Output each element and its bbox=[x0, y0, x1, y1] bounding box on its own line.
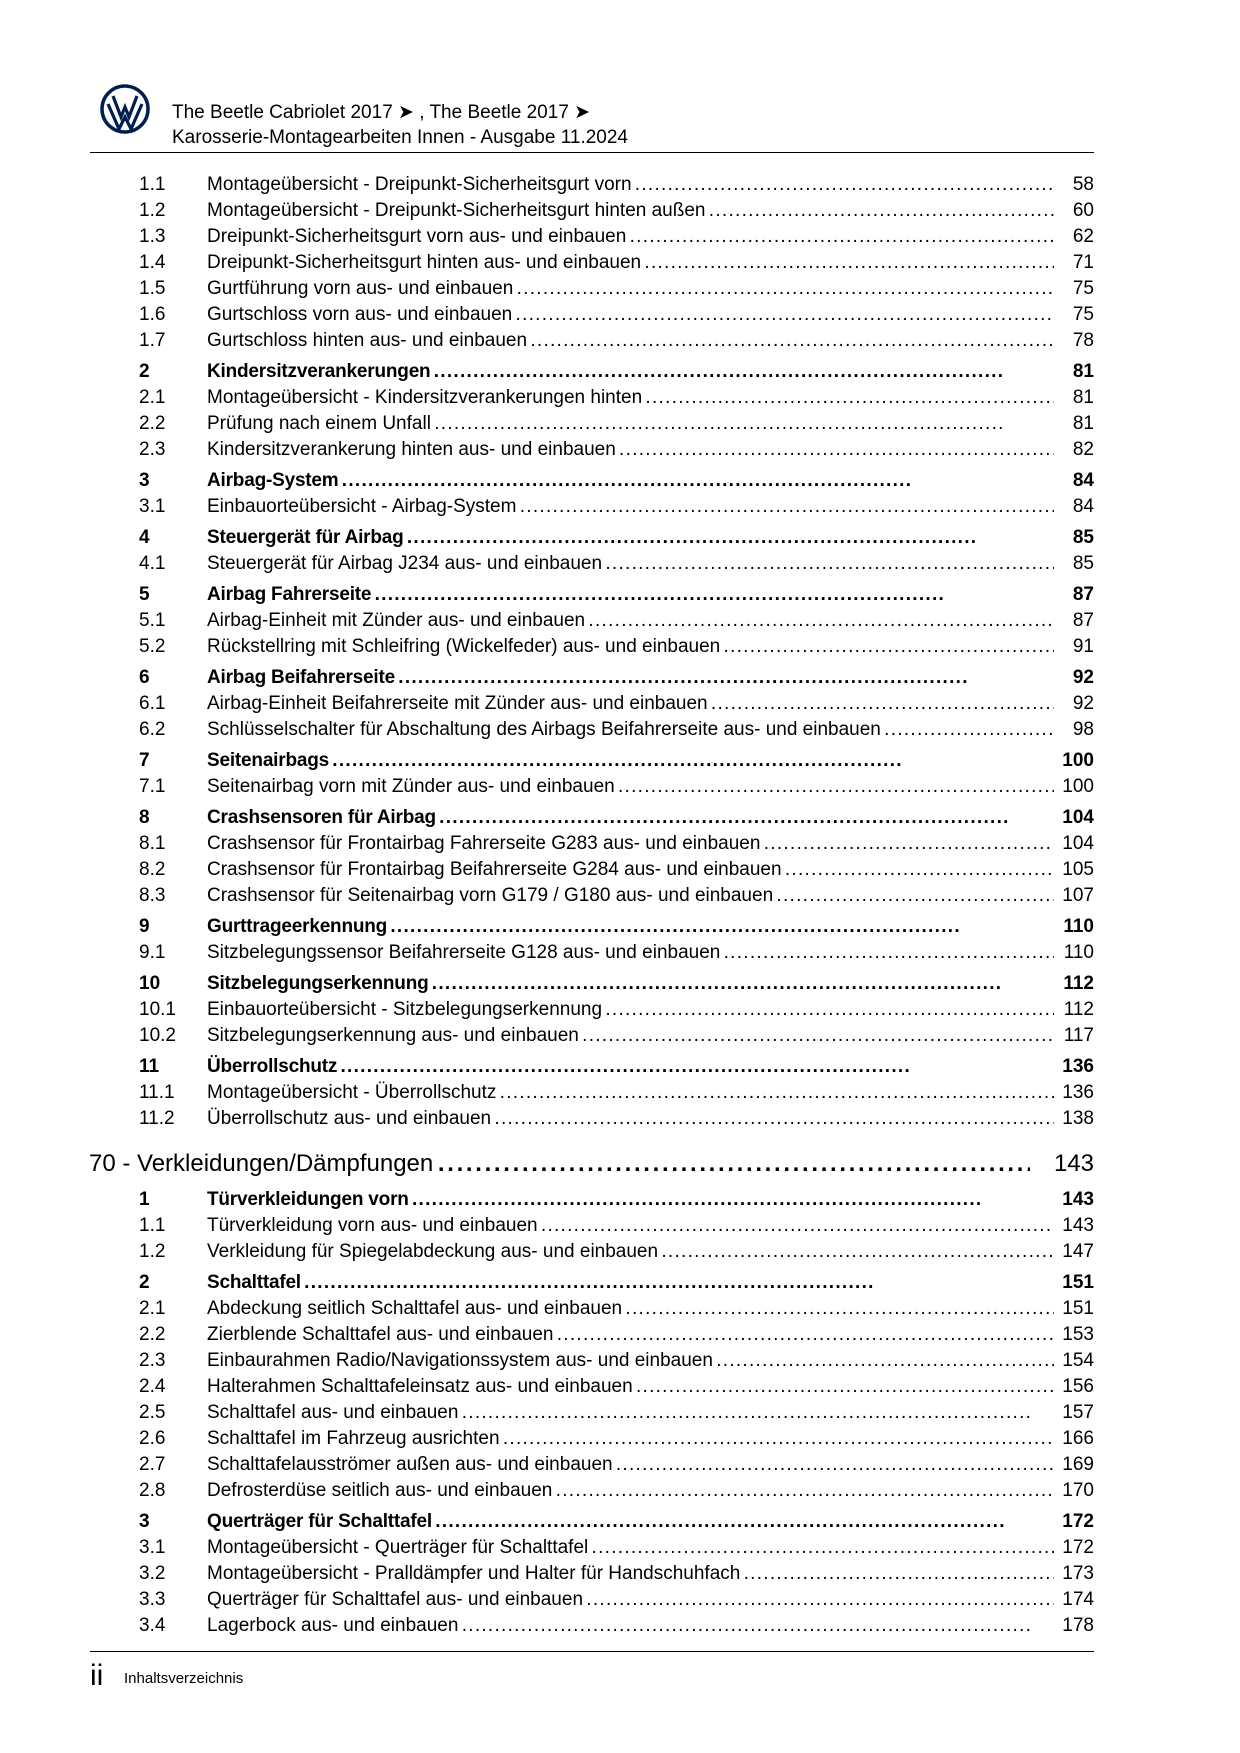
vw-logo-icon bbox=[100, 84, 150, 134]
toc-entry[interactable] bbox=[89, 717, 1094, 743]
footer-divider bbox=[90, 1651, 1094, 1652]
toc-entry[interactable] bbox=[89, 608, 1094, 634]
toc-entry-page: 153 bbox=[1062, 1324, 1094, 1345]
toc-entry-title: Einbauorteübersicht - Sitzbelegungserkennung . . bbox=[207, 997, 1054, 1023]
toc-entry-page: 117 bbox=[1063, 1025, 1094, 1046]
toc-entry-number: 1.1 bbox=[139, 174, 166, 195]
toc-entry-number: 2.1 bbox=[139, 387, 166, 408]
toc-entry-number: 2.3 bbox=[139, 1350, 166, 1371]
toc-entry-title: Sitzbelegungserkennung aus- und einbauen . . bbox=[207, 1023, 1054, 1049]
toc-entry-number: 10.1 bbox=[139, 999, 176, 1020]
toc-entry-title: Crashsensoren für Airbag . . bbox=[207, 805, 1054, 831]
toc-entry-number: 2.7 bbox=[139, 1454, 166, 1475]
toc-entry-page: 166 bbox=[1062, 1428, 1094, 1449]
toc-entry[interactable] bbox=[89, 831, 1094, 857]
toc-entry-title: Gurtführung vorn aus- und einbauen . . bbox=[207, 276, 1054, 302]
toc-entry-title: Einbauorteübersicht - Airbag-System . . bbox=[207, 494, 1054, 520]
toc-entry-number: 1.7 bbox=[139, 330, 166, 351]
toc-entry-page: 143 bbox=[1053, 1150, 1094, 1177]
toc-entry-page: 62 bbox=[1072, 226, 1094, 247]
toc-entry-number: 11 bbox=[139, 1056, 160, 1077]
toc-entry[interactable] bbox=[89, 1106, 1094, 1132]
toc-entry-number: 1.6 bbox=[139, 304, 166, 325]
toc-entry[interactable] bbox=[89, 1587, 1094, 1613]
toc-entry-page: 147 bbox=[1062, 1241, 1094, 1262]
toc-entry[interactable] bbox=[89, 494, 1094, 520]
toc-entry-title: Überrollschutz . . bbox=[207, 1054, 1054, 1080]
toc-entry-page: 85 bbox=[1072, 553, 1094, 574]
toc-entry-title: Zierblende Schalttafel aus- und einbauen . . bbox=[207, 1322, 1054, 1348]
toc-entry-page: 100 bbox=[1062, 776, 1094, 797]
toc-entry[interactable] bbox=[89, 1080, 1094, 1106]
toc-entry-title: Halterahmen Schalttafeleinsatz aus- und einbauen . . bbox=[207, 1374, 1054, 1400]
toc-entry-number: 3.4 bbox=[139, 1615, 166, 1636]
toc-entry-number: 11.2 bbox=[139, 1108, 175, 1129]
toc-entry-title: Schlüsselschalter für Abschaltung des Airbags Beifahrerseite aus- und einbauen . . bbox=[207, 717, 1054, 743]
toc-entry-page: 154 bbox=[1062, 1350, 1094, 1371]
toc-entry-title: Montageübersicht - Dreipunkt-Sicherheitsgurt vorn . . bbox=[207, 172, 1054, 198]
toc-entry-title: Kindersitzverankerung hinten aus- und einbauen . . bbox=[207, 437, 1054, 463]
toc-entry-page: 104 bbox=[1062, 833, 1094, 854]
footer-section-label: Inhaltsverzeichnis bbox=[124, 1670, 244, 1687]
toc-entry-number: 2.1 bbox=[139, 1298, 166, 1319]
toc-entry[interactable] bbox=[89, 1478, 1094, 1504]
toc-entry-title: Montageübersicht - Querträger für Schalttafel . . bbox=[207, 1535, 1054, 1561]
toc-chapter[interactable] bbox=[89, 914, 1094, 940]
toc-entry-page: 173 bbox=[1062, 1563, 1094, 1584]
toc-entry-number: 3 bbox=[139, 470, 150, 491]
toc-entry-number: 1.1 bbox=[139, 1215, 166, 1236]
toc-entry-title: Sitzbelegungserkennung . . bbox=[207, 971, 1054, 997]
toc-entry-title: Kindersitzverankerungen . . bbox=[207, 359, 1054, 385]
toc-entry[interactable] bbox=[89, 1213, 1094, 1239]
toc-entry-title: Lagerbock aus- und einbauen . . bbox=[207, 1613, 1054, 1639]
toc-entry-page: 75 bbox=[1072, 278, 1094, 299]
toc-entry-title: Seitenairbag vorn mit Zünder aus- und einbauen . . bbox=[207, 774, 1054, 800]
toc-entry[interactable] bbox=[89, 1023, 1094, 1049]
toc-entry[interactable] bbox=[89, 1561, 1094, 1587]
toc-entry-page: 138 bbox=[1062, 1108, 1094, 1129]
toc-chapter[interactable] bbox=[89, 1509, 1094, 1535]
toc-entry[interactable] bbox=[89, 691, 1094, 717]
toc-entry-title: Airbag Beifahrerseite . . bbox=[207, 665, 1054, 691]
toc-entry[interactable] bbox=[89, 1348, 1094, 1374]
toc-entry-page: 105 bbox=[1062, 859, 1094, 880]
toc-entry[interactable] bbox=[89, 411, 1094, 437]
toc-entry[interactable] bbox=[89, 302, 1094, 328]
toc-entry-title: Airbag-System . . bbox=[207, 468, 1054, 494]
toc-major-section[interactable] bbox=[89, 1146, 1094, 1182]
toc-entry-page: 156 bbox=[1062, 1376, 1094, 1397]
toc-entry-number: 1.5 bbox=[139, 278, 166, 299]
toc-entry-number: 6 bbox=[139, 667, 150, 688]
toc-entry-number: 11.1 bbox=[139, 1082, 175, 1103]
toc-entry-number: 5.2 bbox=[139, 636, 166, 657]
toc-entry-title: Montageübersicht - Kindersitzverankerungen hinten . . bbox=[207, 385, 1054, 411]
header-subtitle: Karosserie-Montagearbeiten Innen - Ausgabe 11.2024 bbox=[172, 127, 628, 148]
toc-chapter[interactable] bbox=[89, 805, 1094, 831]
footer-page-number: ii bbox=[90, 1659, 104, 1692]
toc-entry-page: 100 bbox=[1062, 750, 1094, 771]
toc-entry-title: Türverkleidungen vorn . . bbox=[207, 1187, 1054, 1213]
toc-entry-number: 2.2 bbox=[139, 413, 166, 434]
toc-chapter[interactable] bbox=[89, 971, 1094, 997]
toc-entry-page: 170 bbox=[1062, 1480, 1094, 1501]
toc-entry[interactable] bbox=[89, 276, 1094, 302]
toc-entry-title: Steuergerät für Airbag J234 aus- und einbauen . . bbox=[207, 551, 1054, 577]
toc-entry[interactable] bbox=[89, 172, 1094, 198]
toc-entry[interactable] bbox=[89, 883, 1094, 909]
toc-entry-number: 9.1 bbox=[139, 942, 166, 963]
toc-entry-number: 8.3 bbox=[139, 885, 166, 906]
toc-entry-title: Schalttafel im Fahrzeug ausrichten . . bbox=[207, 1426, 1054, 1452]
toc-entry-title: 70 - Verkleidungen/Dämpfungen . . bbox=[89, 1146, 1030, 1182]
toc-entry[interactable] bbox=[89, 328, 1094, 354]
toc-entry-page: 60 bbox=[1072, 200, 1094, 221]
toc-entry-page: 107 bbox=[1062, 885, 1094, 906]
toc-entry-title: Crashsensor für Frontairbag Fahrerseite G283 aus- und einbauen . . bbox=[207, 831, 1054, 857]
toc-entry-title: Crashsensor für Seitenairbag vorn G179 / G180 aus- und einbauen . . bbox=[207, 883, 1054, 909]
toc-entry-number: 7 bbox=[139, 750, 150, 771]
toc-entry-page: 81 bbox=[1072, 361, 1094, 382]
toc-entry-page: 78 bbox=[1072, 330, 1094, 351]
toc-chapter[interactable] bbox=[89, 582, 1094, 608]
toc-entry-number: 2.6 bbox=[139, 1428, 166, 1449]
toc-entry[interactable] bbox=[89, 1452, 1094, 1478]
toc-entry-title: Abdeckung seitlich Schalttafel aus- und einbauen . . bbox=[207, 1296, 1054, 1322]
toc-entry-title: Montageübersicht - Dreipunkt-Sicherheitsgurt hinten außen . . bbox=[207, 198, 1054, 224]
toc-entry-title: Airbag Fahrerseite . . bbox=[207, 582, 1054, 608]
toc-entry-number: 3.2 bbox=[139, 1563, 166, 1584]
toc-entry-title: Sitzbelegungssensor Beifahrerseite G128 aus- und einbauen . . bbox=[207, 940, 1054, 966]
toc-entry-title: Montageübersicht - Überrollschutz . . bbox=[207, 1080, 1054, 1106]
toc-entry-page: 151 bbox=[1062, 1298, 1094, 1319]
toc-entry-title: Schalttafelausströmer außen aus- und einbauen . . bbox=[207, 1452, 1054, 1478]
toc-entry-page: 172 bbox=[1062, 1511, 1094, 1532]
toc-entry-title: Gurtschloss vorn aus- und einbauen . . bbox=[207, 302, 1054, 328]
toc-entry-number: 2.3 bbox=[139, 439, 166, 460]
toc-chapter[interactable] bbox=[89, 1270, 1094, 1296]
toc-entry-page: 112 bbox=[1063, 973, 1094, 994]
toc-entry-page: 104 bbox=[1062, 807, 1094, 828]
toc-chapter[interactable] bbox=[89, 359, 1094, 385]
toc-chapter[interactable] bbox=[89, 525, 1094, 551]
toc-entry-page: 110 bbox=[1063, 916, 1094, 937]
toc-entry-number: 6.1 bbox=[139, 693, 166, 714]
toc-entry-page: 143 bbox=[1062, 1189, 1094, 1210]
toc-entry-number: 2 bbox=[139, 361, 150, 382]
toc-entry-number: 2.2 bbox=[139, 1324, 166, 1345]
toc-entry-number: 10.2 bbox=[139, 1025, 176, 1046]
toc-entry-title: Türverkleidung vorn aus- und einbauen . . bbox=[207, 1213, 1054, 1239]
toc-entry-page: 81 bbox=[1072, 387, 1094, 408]
toc-entry-page: 87 bbox=[1072, 584, 1094, 605]
toc-entry-page: 81 bbox=[1072, 413, 1094, 434]
toc-entry-page: 58 bbox=[1072, 174, 1094, 195]
toc-entry-page: 84 bbox=[1072, 470, 1094, 491]
toc-chapter[interactable] bbox=[89, 748, 1094, 774]
toc-entry-number: 1.3 bbox=[139, 226, 166, 247]
toc-entry-title: Überrollschutz aus- und einbauen . . bbox=[207, 1106, 1054, 1132]
toc-entry[interactable] bbox=[89, 551, 1094, 577]
toc-entry-page: 75 bbox=[1072, 304, 1094, 325]
toc-entry-title: Einbaurahmen Radio/Navigationssystem aus- und einbauen . . bbox=[207, 1348, 1054, 1374]
toc-entry-number: 2 bbox=[139, 1272, 150, 1293]
toc-entry-title: Schalttafel aus- und einbauen . . bbox=[207, 1400, 1054, 1426]
toc-entry-page: 84 bbox=[1072, 496, 1094, 517]
toc-chapter[interactable] bbox=[89, 1054, 1094, 1080]
toc-entry-title: Rückstellring mit Schleifring (Wickelfeder) aus- und einbauen . . bbox=[207, 634, 1054, 660]
header-divider bbox=[90, 152, 1094, 153]
toc-entry-title: Airbag-Einheit Beifahrerseite mit Zünder aus- und einbauen . . bbox=[207, 691, 1054, 717]
toc-entry[interactable] bbox=[89, 224, 1094, 250]
toc-entry-page: 172 bbox=[1062, 1537, 1094, 1558]
toc-entry-page: 112 bbox=[1063, 999, 1094, 1020]
toc-entry-title: Seitenairbags . . bbox=[207, 748, 1054, 774]
toc-entry-title: Querträger für Schalttafel aus- und einbauen . . bbox=[207, 1587, 1054, 1613]
toc-entry[interactable] bbox=[89, 1374, 1094, 1400]
toc-entry-number: 1 bbox=[139, 1189, 150, 1210]
toc-entry-page: 91 bbox=[1072, 636, 1094, 657]
toc-entry-title: Montageübersicht - Pralldämpfer und Halter für Handschuhfach . . bbox=[207, 1561, 1054, 1587]
document-header bbox=[172, 100, 628, 150]
toc-entry-page: 82 bbox=[1072, 439, 1094, 460]
toc-entry[interactable] bbox=[89, 1400, 1094, 1426]
toc-entry-title: Schalttafel . . bbox=[207, 1270, 1054, 1296]
toc-entry[interactable] bbox=[89, 1613, 1094, 1639]
toc-entry-number: 3 bbox=[139, 1511, 150, 1532]
toc-entry-page: 151 bbox=[1062, 1272, 1094, 1293]
toc-entry-number: 4 bbox=[139, 527, 150, 548]
toc-entry-page: 169 bbox=[1062, 1454, 1094, 1475]
toc-entry[interactable] bbox=[89, 385, 1094, 411]
toc-entry[interactable] bbox=[89, 198, 1094, 224]
toc-entry-page: 157 bbox=[1062, 1402, 1094, 1423]
toc-entry-page: 178 bbox=[1062, 1615, 1094, 1636]
toc-entry-title: Prüfung nach einem Unfall . . bbox=[207, 411, 1054, 437]
toc-entry-title: Steuergerät für Airbag . . bbox=[207, 525, 1054, 551]
toc-chapter[interactable] bbox=[89, 1187, 1094, 1213]
toc-entry-number: 8.1 bbox=[139, 833, 166, 854]
toc-entry-number: 9 bbox=[139, 916, 150, 937]
toc-entry-number: 6.2 bbox=[139, 719, 166, 740]
toc-entry[interactable] bbox=[89, 774, 1094, 800]
table-of-contents bbox=[89, 172, 1094, 1639]
toc-chapter[interactable] bbox=[89, 468, 1094, 494]
toc-entry-title: Gurttrageerkennung . . bbox=[207, 914, 1054, 940]
toc-entry-page: 143 bbox=[1062, 1215, 1094, 1236]
toc-entry[interactable] bbox=[89, 250, 1094, 276]
toc-entry-number: 1.2 bbox=[139, 200, 166, 221]
toc-entry-number: 5 bbox=[139, 584, 150, 605]
toc-entry-title: Defrosterdüse seitlich aus- und einbauen . . bbox=[207, 1478, 1054, 1504]
toc-entry-title: Verkleidung für Spiegelabdeckung aus- und einbauen . . bbox=[207, 1239, 1054, 1265]
toc-entry[interactable] bbox=[89, 1426, 1094, 1452]
toc-entry-title: Dreipunkt-Sicherheitsgurt vorn aus- und einbauen . . bbox=[207, 224, 1054, 250]
toc-entry-page: 98 bbox=[1072, 719, 1094, 740]
toc-entry-title: Crashsensor für Frontairbag Beifahrerseite G284 aus- und einbauen . . bbox=[207, 857, 1054, 883]
header-vehicle-title: The Beetle Cabriolet 2017 ➤ , The Beetle 2017 ➤ bbox=[172, 102, 591, 123]
toc-entry-number: 10 bbox=[139, 973, 161, 994]
toc-entry-number: 7.1 bbox=[139, 776, 166, 797]
toc-entry-page: 136 bbox=[1062, 1056, 1094, 1077]
toc-entry[interactable] bbox=[89, 1239, 1094, 1265]
toc-entry-page: 71 bbox=[1072, 252, 1094, 273]
toc-entry-number: 1.4 bbox=[139, 252, 166, 273]
toc-entry-number: 1.2 bbox=[139, 1241, 166, 1262]
toc-entry-number: 3.3 bbox=[139, 1589, 166, 1610]
toc-entry[interactable] bbox=[89, 857, 1094, 883]
toc-entry-number: 2.8 bbox=[139, 1480, 166, 1501]
toc-entry-page: 87 bbox=[1072, 610, 1094, 631]
toc-entry-number: 8 bbox=[139, 807, 150, 828]
toc-entry-page: 85 bbox=[1072, 527, 1094, 548]
toc-entry-number: 3.1 bbox=[139, 496, 166, 517]
toc-entry-number: 2.4 bbox=[139, 1376, 166, 1397]
toc-entry[interactable] bbox=[89, 1296, 1094, 1322]
toc-entry[interactable] bbox=[89, 634, 1094, 660]
toc-entry-page: 92 bbox=[1072, 667, 1094, 688]
toc-entry[interactable] bbox=[89, 437, 1094, 463]
toc-entry-title: Querträger für Schalttafel . . bbox=[207, 1509, 1054, 1535]
toc-entry-page: 92 bbox=[1072, 693, 1094, 714]
toc-entry-title: Airbag-Einheit mit Zünder aus- und einbauen . . bbox=[207, 608, 1054, 634]
toc-entry-number: 4.1 bbox=[139, 553, 166, 574]
toc-entry[interactable] bbox=[89, 997, 1094, 1023]
toc-entry[interactable] bbox=[89, 1535, 1094, 1561]
toc-entry-number: 3.1 bbox=[139, 1537, 166, 1558]
toc-entry-number: 8.2 bbox=[139, 859, 166, 880]
toc-entry-number: 5.1 bbox=[139, 610, 166, 631]
toc-chapter[interactable] bbox=[89, 665, 1094, 691]
toc-entry-page: 136 bbox=[1062, 1082, 1094, 1103]
toc-entry-page: 174 bbox=[1062, 1589, 1094, 1610]
toc-entry-page: 110 bbox=[1063, 942, 1094, 963]
toc-entry-number: 2.5 bbox=[139, 1402, 166, 1423]
toc-entry-title: Dreipunkt-Sicherheitsgurt hinten aus- und einbauen . . bbox=[207, 250, 1054, 276]
toc-entry-title: Gurtschloss hinten aus- und einbauen . . bbox=[207, 328, 1054, 354]
toc-entry[interactable] bbox=[89, 940, 1094, 966]
toc-entry[interactable] bbox=[89, 1322, 1094, 1348]
